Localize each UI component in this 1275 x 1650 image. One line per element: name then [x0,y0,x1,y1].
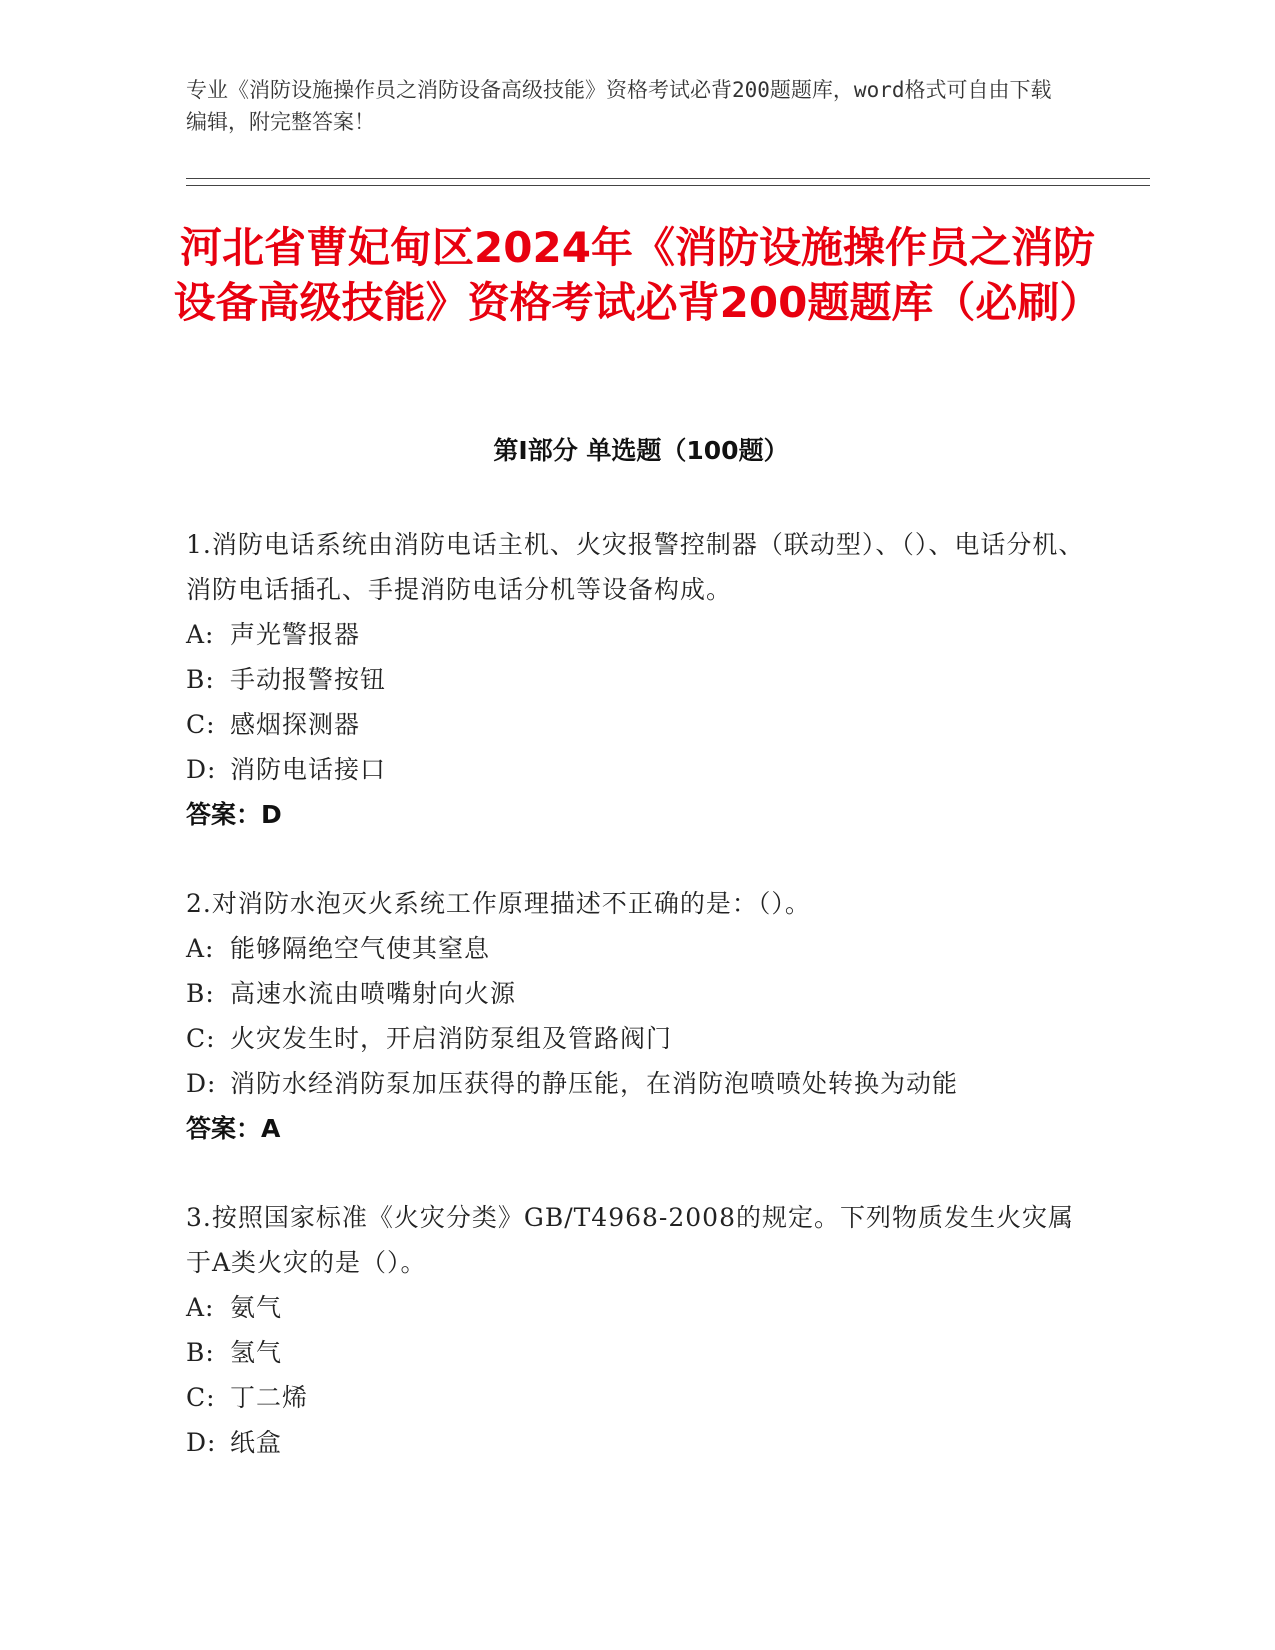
answer-line: 答案：A [186,1114,281,1143]
section-title: 第Ⅰ部分 单选题（100题） [493,436,789,465]
option-key: C: [186,1024,216,1053]
option-text: 消防电话接口 [230,755,387,784]
header-divider [186,178,1150,186]
option-d [186,1061,1086,1106]
option-b [186,1330,1086,1375]
option-key: D: [186,1069,217,1098]
option-key: B: [186,979,215,1008]
option-text: 能够隔绝空气使其窒息 [230,934,491,963]
option-a [186,1285,1086,1330]
option-text: 火灾发生时，开启消防泵组及管路阀门 [230,1024,673,1053]
option-key: A: [186,1293,215,1322]
option-key: A: [186,620,215,649]
option-text: 高速水流由喷嘴射向火源 [230,979,517,1008]
option-key: B: [186,1338,215,1367]
option-key: D: [186,1428,217,1457]
option-text: 丁二烯 [230,1383,309,1412]
option-text: 声光警报器 [230,620,361,649]
option-key: A: [186,934,215,963]
document-title: 河北省曹妃甸区2024年《消防设施操作员之消防设备高级技能》资格考试必背200题题库（必刷） [173,223,1102,327]
option-d [186,747,1086,792]
option-key: C: [186,1383,216,1412]
option-d [186,1420,1086,1465]
option-text: 纸盒 [230,1428,283,1457]
option-text: 感烟探测器 [230,710,361,739]
option-a [186,926,1086,971]
option-b [186,971,1086,1016]
option-text: 氢气 [230,1338,283,1367]
option-c [186,702,1086,747]
option-key: C: [186,710,216,739]
question-3 [186,1195,1086,1465]
question-stem: 3.按照国家标准《火灾分类》GB/T4968-2008的规定。下列物质发生火灾属于A类火灾的是（）。 [186,1203,1074,1277]
option-a [186,612,1086,657]
option-key: B: [186,665,215,694]
option-c [186,1016,1086,1061]
answer-line: 答案：D [186,800,282,829]
option-text: 消防水经消防泵加压获得的静压能，在消防泡喷喷处转换为动能 [230,1069,959,1098]
header-note: 专业《消防设施操作员之消防设备高级技能》资格考试必背200题题库，word格式可自由下载编辑，附完整答案！ [186,78,1052,134]
option-b [186,657,1086,702]
option-text: 氨气 [230,1293,283,1322]
question-stem: 1.消防电话系统由消防电话主机、火灾报警控制器（联动型）、（）、电话分机、消防电话插孔、手提消防电话分机等设备构成。 [186,530,1085,604]
question-1 [186,522,1086,837]
option-text: 手动报警按钮 [230,665,387,694]
question-stem: 2.对消防水泡灭火系统工作原理描述不正确的是：（）。 [186,889,811,918]
option-c [186,1375,1086,1420]
option-key: D: [186,755,217,784]
question-list [186,522,1086,1509]
question-2 [186,881,1086,1151]
